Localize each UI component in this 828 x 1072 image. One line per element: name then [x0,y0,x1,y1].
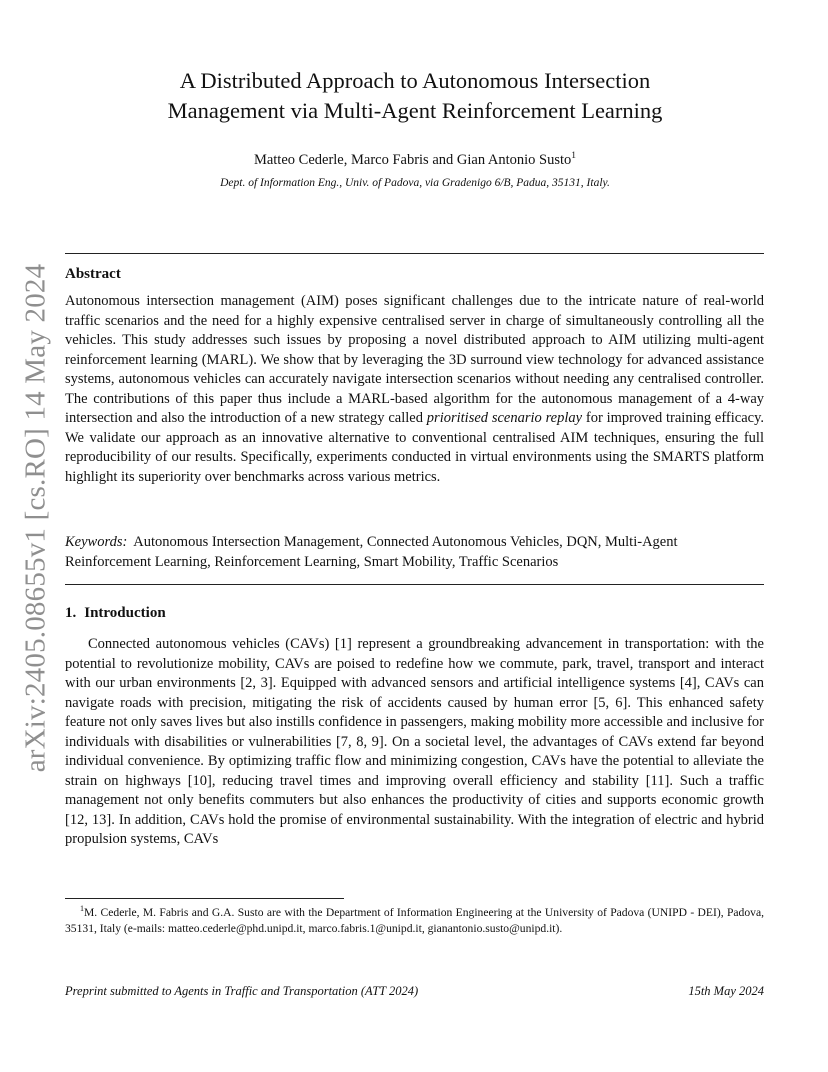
keywords-label: Keywords: [65,534,128,550]
footnote-mark: 1 [80,904,84,913]
keywords [65,533,764,572]
author-list [120,147,710,169]
title-line-2: Management via Multi-Agent Reinforcement Learning [167,98,663,123]
footer-venue: Preprint submitted to Agents in Traffic and Transportation (ATT 2024) [65,984,419,998]
author-names: Matteo Cederle, Marco Fabris and Gian Antonio Susto [253,151,572,168]
title-line-1: A Distributed Approach to Autonomous Intersection [179,68,651,93]
affiliation: Dept. of Information Eng., Univ. of Padova, via Gradenigo 6/B, Padua, 35131, Italy. [220,177,610,189]
footnote-text: M. Cederle, M. Fabris and G.A. Susto are with the Department of Information Engineering at the University of Padova (UNIPD - DEI), Padova, 35131, Italy (e-mails: matteo.cederle@phd.unipd.it, marco.fabris.1@unipd.it, gianantonio.susto@unipd.it). [65,905,764,935]
abstract-text-part-1: Autonomous intersection management (AIM) poses significant challenges due to the intricate nature of real-world traffic scenarios and the need for a highly expensive centralised server in charge of simultaneously controlling all the vehicles. This study addresses such issues by proposing a novel distributed approach to AIM utilizing multi-agent reinforcement learning (MARL). We show that by leveraging the 3D surround view technology for advanced assistance systems, autonomous vehicles can accurately navigate intersection scenarios without needing any centralised controller. The contributions of this paper thus include a MARL-based algorithm for the autonomous management of a 4-way intersection and also the introduction of a new strategy called [65,293,764,426]
abstract-bottom-divider [65,584,764,585]
abstract-text-part-2: for improved training efficacy. We validate our approach as an innovative alternative to conventional centralised AIM techniques, ensuring the full reproducibility of our results. Specifically, experiments conducted in virtual environments using the SMARTS platform highlight its superiority over benchmarks across various metrics. [65,410,765,485]
footnote-divider [65,898,344,899]
abstract-text [65,292,764,487]
keywords-text: Autonomous Intersection Management, Connected Autonomous Vehicles, DQN, Multi-Agent Reinforcement Learning, Reinforcement Learning, Smart Mobility, Traffic Scenarios [65,534,678,570]
abstract-emphasis: prioritised scenario replay [426,410,583,426]
top-divider [65,253,764,254]
abstract-heading: Abstract [65,266,121,282]
author-footnote-mark[interactable]: 1 [571,151,577,161]
paper-title [120,66,710,126]
footer-date: 15th May 2024 [688,984,764,998]
introduction-paragraph: Connected autonomous vehicles (CAVs) [1] represent a groundbreaking advancement in transportation: with the potential to revolutionize mobility, CAVs are poised to redefine how we commute, park, travel, transport and interact with our urban environments [2, 3]. Equipped with advanced sensors and artificial intelligence systems [4], CAVs can navigate roads with precision, mitigating the risk of accidents caused by human error [5, 6]. This enhanced safety feature not only saves lives but also instills confidence in passengers, making mobility more accessible and inclusive for individuals with disabilities or vulnerabilities [7, 8, 9]. On a societal level, the advantages of CAVs extend far beyond individual convenience. By optimizing traffic flow and minimizing congestion, CAVs have the potential to alleviate the strain on highways [10], reducing travel times and improving overall efficiency and stability [11]. Such a traffic management not only benefits commuters but also enhances the productivity of cities and supports economic growth [12, 13]. In addition, CAVs hold the promise of environmental sustainability. With the integration of electric and hybrid propulsion systems, CAVs [65,636,764,847]
section-title: Introduction [84,605,166,621]
footnote [65,901,764,937]
arxiv-identifier-stamp: arXiv:2405.08655v1 [cs.RO] 14 May 2024 [19,263,52,773]
section-number: 1. [65,605,77,621]
section-heading-introduction [65,605,166,622]
